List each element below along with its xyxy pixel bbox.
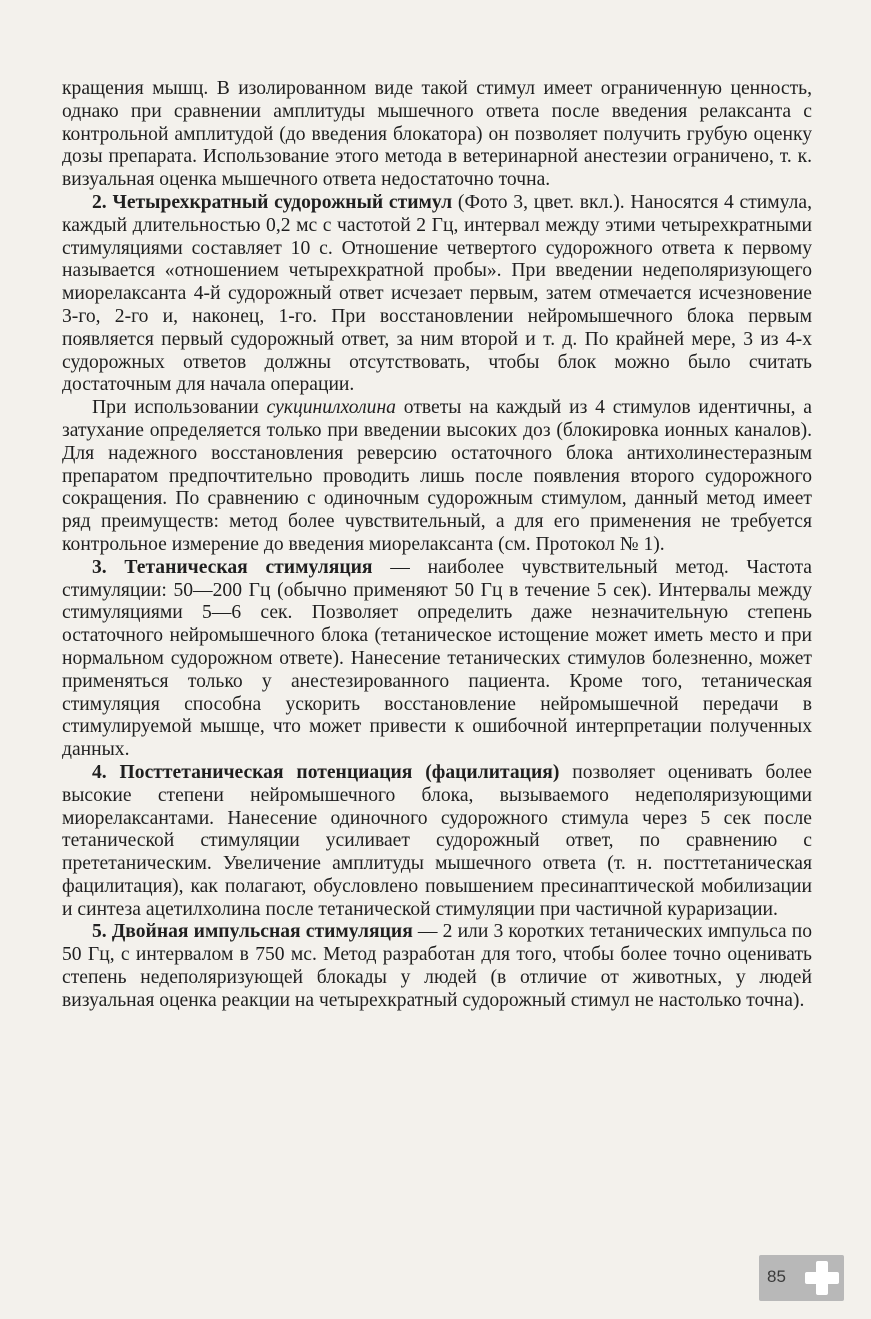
paragraph-tetanic — [62, 557, 812, 762]
page-number-badge — [759, 1255, 844, 1301]
plus-cross-icon — [805, 1261, 839, 1295]
paragraph-1-text: кращения мышц. В изолированном виде такой стимул имеет ограниченную ценность, однако при сравнении амплитуды мышечного ответа после введения релаксанта с контрольной амплитудой (до введения блокатора) он позволяет получить грубую оценку дозы препарата. Использование этого метода в ветеринарной анестезии ограничено, т. к. визуальная оценка мышечного ответа недостаточно точна. — [62, 78, 812, 191]
paragraph-posttetanic — [62, 762, 812, 922]
paragraph-double-burst — [62, 921, 812, 1012]
page-number: 85 — [767, 1267, 786, 1286]
heading-tetanic: 3. Тетаническая стимуляция — [92, 556, 373, 578]
heading-double-burst: 5. Двойная импульсная стимуляция — [92, 921, 413, 943]
page-body — [62, 78, 812, 1013]
paragraph-succinylcholine-after: ответы на каждый из 4 стимулов идентичны, а затухание определяется только при введении высоких доз (блокировка ионных каналов). Для надежного восстановления реверсию остаточного блока антихолинестеразным препаратом предпочтительно проводить лишь после появления второго судорожного сокращения. По сравнению с одиночным судорожным стимулом, данный метод имеет ряд преимуществ: метод более чувствительный, а для его применения не требуется контрольное измерение до введения миорелаксанта (см. Протокол № 1). — [62, 397, 812, 555]
italic-drug-name: сукцинилхолина — [266, 397, 396, 419]
paragraph-four-stimulus-text: (Фото 3, цвет. вкл.). Наносятся 4 стимула, каждый длительностью 0,2 мс с частотой 2 Гц, интервал между этими четырехкратными стимуляциями составляет 10 с. Отношение четвертого судорожного ответа к первому называется «отношением четырехкратной пробы». При введении недеполяризующего миорелаксанта 4-й судорожный ответ исчезает первым, затем отмечается исчезновение 3-го, 2-го и, наконец, 1-го. При восстановлении нейромышечного блока первым появляется первый судорожный ответ, за ним второй и т. д. По крайней мере, 3 из 4-х судорожных ответов должны отсутствовать, чтобы блок можно было считать достаточным для начала операции. — [62, 191, 812, 396]
paragraph-1 — [62, 78, 812, 192]
paragraph-succinylcholine-before: При использовании — [92, 397, 267, 419]
paragraph-posttetanic-text: позволяет оценивать более высокие степени нейромышечного блока, вызываемого недеполяризующими миорелаксантами. Нанесение одиночного судорожного стимула через 5 сек после тетанической стимуляции усиливает судорожный ответ, по сравнению с прететаническим. Увеличение амплитуды мышечного ответа (т. н. посттетаническая фацилитация), как полагают, обусловлено повышением пресинаптической мобилизации и синтеза ацетилхолина после тетанической стимуляции при частичной кураризации. — [62, 761, 812, 920]
heading-four-stimulus: 2. Четырехкратный судорожный стимул — [92, 191, 453, 213]
paragraph-tetanic-text: — наиболее чувствительный метод. Частота стимуляции: 50—200 Гц (обычно применяют 50 Гц в течение 5 сек). Интервалы между стимуляциями 5—6 сек. Позволяет определить даже незначительную степень остаточного нейромышечного блока (тетаническое истощение может иметь место и при нормальном судорожном ответе). Нанесение тетанических стимулов болезненно, может применяться только у анестезированного пациента. Кроме того, тетаническая стимуляция способна ускорить восстановление нейромышечной передачи в стимулируемой мышце, что может привести к ошибочной интерпретации полученных данных. — [62, 556, 812, 761]
paragraph-double-burst-text: — 2 или 3 коротких тетанических импульса по 50 Гц, с интервалом в 750 мс. Метод разработан для того, чтобы более точно оценивать степень недеполяризующей блокады у людей (в отличие от животных, у людей визуальная оценка реакции на четырехкратный судорожный стимул не настолько точна). — [62, 921, 812, 1011]
paragraph-four-stimulus — [62, 192, 812, 397]
paragraph-succinylcholine — [62, 397, 812, 557]
heading-posttetanic: 4. Посттетаническая потенциация (фацилитация) — [92, 761, 560, 783]
